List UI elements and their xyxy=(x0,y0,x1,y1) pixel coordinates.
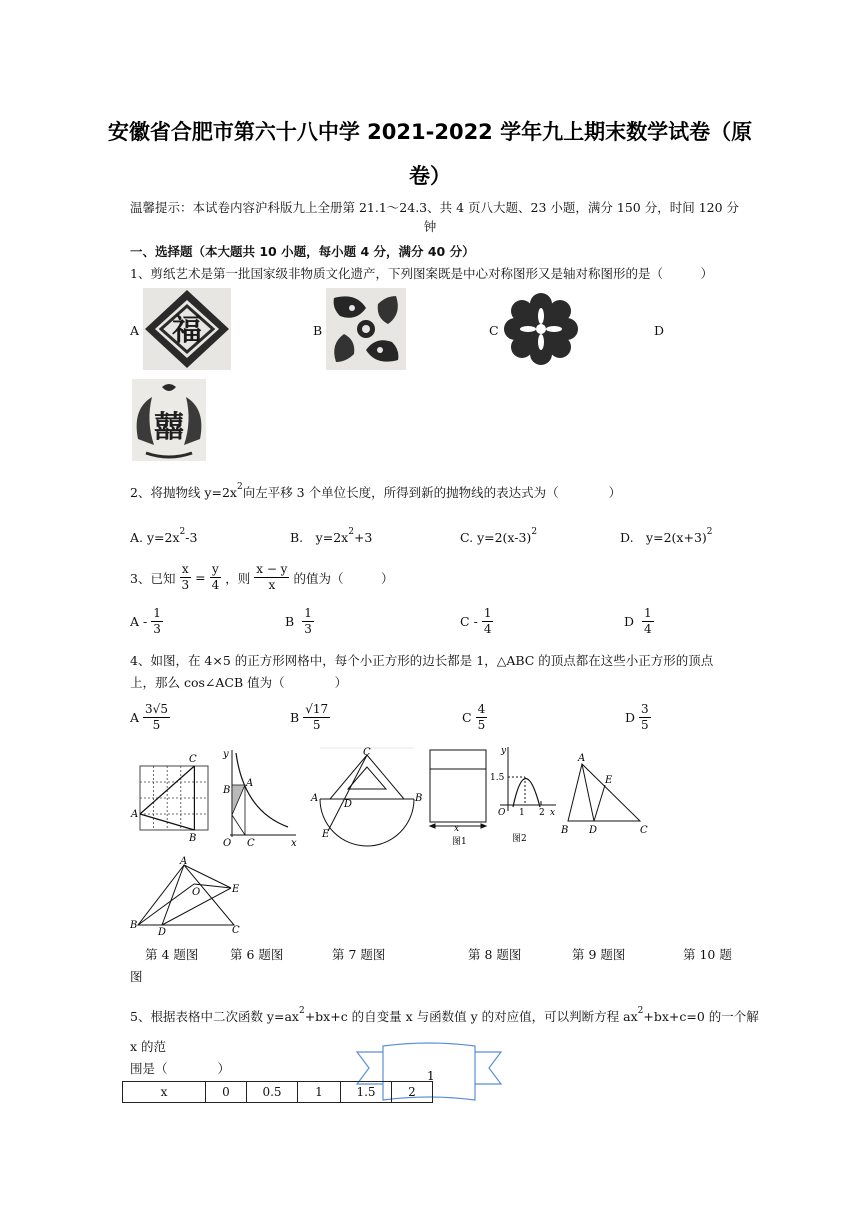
q1-option-b-label: B xyxy=(313,323,323,338)
q2-option-d[interactable]: D. $y=2(x+3)^2$ xyxy=(620,527,713,545)
fig4-label-b: B xyxy=(189,833,197,844)
fig4-label-c: C xyxy=(189,754,197,765)
figure-10-triangle xyxy=(128,855,248,935)
table-cell: 1 xyxy=(298,1082,341,1103)
q2-option-c[interactable]: C. $y=2(x-3)^2$ xyxy=(460,527,538,545)
section-header-choice: 一、选择题（本大题共 10 小题，每小题 4 分，满分 40 分） xyxy=(130,244,475,259)
svg-text:D: D xyxy=(344,799,353,810)
svg-text:D: D xyxy=(589,825,598,836)
xi-character: 囍 xyxy=(154,410,184,445)
table-cell: 0 xyxy=(206,1082,247,1103)
svg-text:B: B xyxy=(561,825,569,836)
svg-text:E: E xyxy=(232,884,240,895)
caption-figure-10-continued: 图 xyxy=(130,969,143,984)
svg-text:A: A xyxy=(311,793,319,804)
table-cell: 2 xyxy=(392,1082,433,1103)
svg-text:E: E xyxy=(605,775,613,786)
caption-figure-9: 第 9 题图 xyxy=(572,947,626,962)
page-title-continued: 卷） xyxy=(409,164,451,188)
svg-text:图2: 图2 xyxy=(512,834,527,844)
q3-option-c[interactable]: C - $\frac{1}{4}$ xyxy=(460,606,492,636)
paper-cut-flower-image xyxy=(326,288,406,370)
figure-6-hyperbola xyxy=(230,750,296,837)
page-number: 1 xyxy=(427,1069,435,1083)
caption-figure-10: 第 10 题 xyxy=(683,947,732,962)
table-cell: x xyxy=(123,1082,206,1103)
figure-8-parabola xyxy=(500,747,556,811)
q3-option-a[interactable]: A - $\frac{1}{3}$ xyxy=(130,606,161,636)
q4-option-c[interactable]: C $\frac{4}{5}$ xyxy=(462,702,486,732)
svg-text:x: x xyxy=(291,838,297,849)
question-5-text: 5、根据表格中二次函数 $y=ax^2+bx+c$ 的自变量 x 与函数值 y 的对应值，可以判断方程 $ax^2+bx+c=0$ 的一个解 xyxy=(130,1006,759,1024)
svg-text:C: C xyxy=(247,838,255,849)
paper-cut-rosette-image xyxy=(501,290,581,368)
svg-text:O: O xyxy=(498,808,506,818)
paper-cut-xi-image xyxy=(132,379,206,461)
question-5-text-continued: x 的范 xyxy=(130,1039,167,1054)
question-4-text-continued: 上，那么 cos∠ACB 值为（ ） xyxy=(130,675,348,690)
q5-value-table xyxy=(122,1081,433,1103)
caption-figure-7: 第 7 题图 xyxy=(332,947,386,962)
svg-text:C: C xyxy=(232,925,240,935)
notice-text-continued: 钟 xyxy=(423,219,437,234)
question-5-text-range: 围是（ ） xyxy=(130,1061,231,1076)
fig4-label-a: A xyxy=(131,809,139,820)
table-cell: 0.5 xyxy=(247,1082,298,1103)
svg-text:1.5: 1.5 xyxy=(490,773,505,783)
q3-option-d[interactable]: D $\frac{1}{4}$ xyxy=(624,606,652,636)
q1-option-d-label: D xyxy=(654,323,665,338)
caption-figure-8: 第 8 题图 xyxy=(468,947,522,962)
q4-option-d[interactable]: D $\frac{3}{5}$ xyxy=(625,702,649,732)
question-3-text: 3、已知 $\frac{x}{3}$ = $\frac{y}{4}$ ，则 $\frac{x - y}{x}$ 的值为（ ） xyxy=(130,562,394,592)
caption-figure-4: 第 4 题图 xyxy=(145,947,199,962)
q2-option-b[interactable]: B. $y=2x^2+3$ xyxy=(290,527,373,545)
caption-figure-6: 第 6 题图 xyxy=(230,947,284,962)
q4-option-a[interactable]: A $\frac{3√5}{5}$ xyxy=(130,702,168,732)
svg-text:B: B xyxy=(223,785,231,796)
svg-text:x: x xyxy=(454,824,460,834)
svg-text:A: A xyxy=(246,778,254,789)
notice-text: 温馨提示：本试卷内容沪科版九上全册第 21.1～24.3、共 4 页八大题、23 小题，满分 150 分，时间 120 分 xyxy=(130,200,740,215)
table-cell: 1.5 xyxy=(341,1082,392,1103)
svg-text:A: A xyxy=(578,753,586,764)
figure-7-semicircle xyxy=(320,748,414,846)
page-title: 安徽省合肥市第六十八中学 2021-2022 学年九上期末数学试卷（原 xyxy=(107,120,753,144)
figure-8-rectangle xyxy=(430,750,486,828)
svg-text:B: B xyxy=(415,793,423,804)
q2-option-a[interactable]: A. $y=2x^2-3$ xyxy=(130,527,198,545)
q4-option-b[interactable]: B $\frac{√17}{5}$ xyxy=(290,702,329,732)
paper-cut-fu-image xyxy=(143,288,231,370)
svg-text:O: O xyxy=(223,838,232,849)
svg-text:2: 2 xyxy=(539,808,545,818)
svg-text:B: B xyxy=(130,920,138,931)
question-2-text: 2、将抛物线 $y=2x^2$向左平移 3 个单位长度，所得到新的抛物线的表达式为（ ） xyxy=(130,482,622,500)
table-row xyxy=(123,1082,433,1103)
figure-4-grid xyxy=(140,766,208,830)
svg-text:图1: 图1 xyxy=(452,837,467,847)
svg-text:y: y xyxy=(501,746,507,756)
q3-option-b[interactable]: B $\frac{1}{3}$ xyxy=(285,606,312,636)
q1-option-a-label: A xyxy=(130,323,140,338)
svg-text:O: O xyxy=(192,887,201,898)
svg-text:A: A xyxy=(180,856,188,867)
svg-text:C: C xyxy=(363,747,371,758)
svg-text:C: C xyxy=(640,825,648,836)
fu-character: 福 xyxy=(172,313,202,348)
svg-text:D: D xyxy=(158,927,167,935)
figures-row xyxy=(128,745,652,851)
svg-text:y: y xyxy=(223,749,229,760)
figure-9-triangle xyxy=(568,764,640,821)
question-1-text: 1、剪纸艺术是第一批国家级非物质文化遗产，下列图案既是中心对称图形又是轴对称图形的是（ ） xyxy=(130,266,713,281)
question-4-text: 4、如图，在 4×5 的正方形网格中，每个小正方形的边长都是 1，△ABC 的顶点都在这些小正方形的顶点 xyxy=(130,653,714,668)
svg-text:1: 1 xyxy=(519,808,525,818)
svg-text:E: E xyxy=(322,829,330,840)
svg-text:x: x xyxy=(550,808,556,818)
q1-option-c-label: C xyxy=(489,323,499,338)
